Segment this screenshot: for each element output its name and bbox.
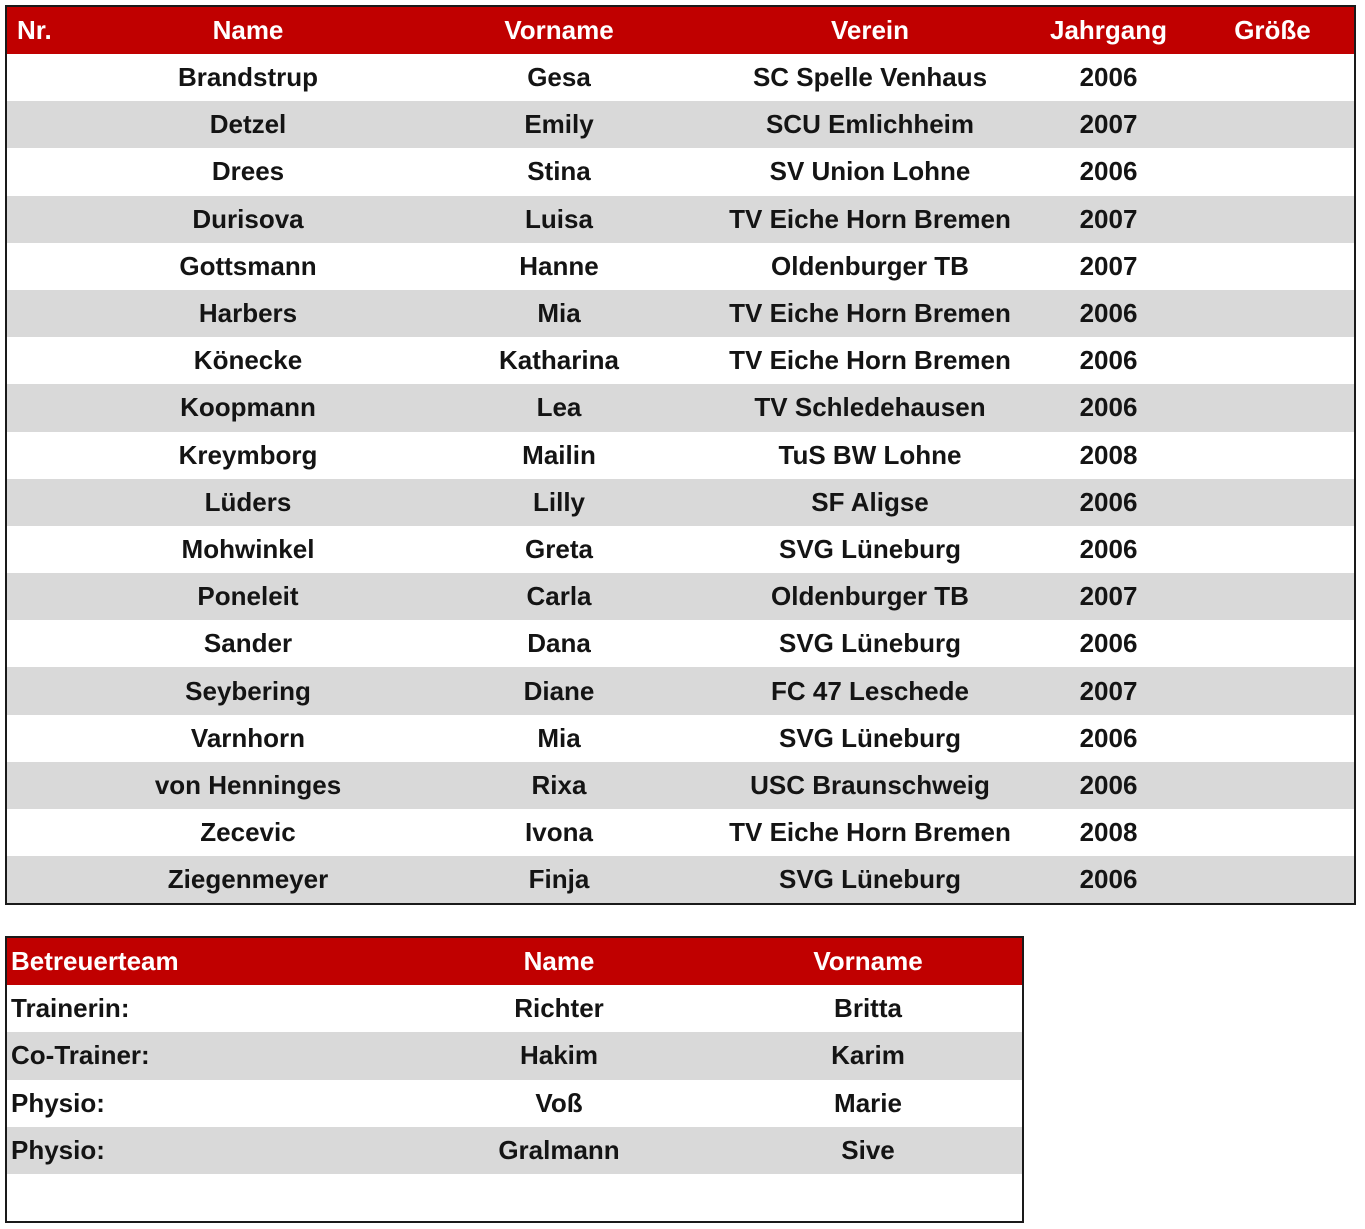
cell-staff-name: Hakim (519, 1040, 599, 1071)
cell-verein: USC Braunschweig (750, 769, 990, 800)
cell-verein: SC Spelle Venhaus (752, 62, 988, 93)
table-row (7, 856, 1354, 903)
cell-verein: TV Eiche Horn Bremen (729, 203, 1011, 234)
cell-verein: Oldenburger TB (771, 250, 969, 281)
players-header-row (7, 7, 1354, 54)
table-row (7, 1032, 1022, 1079)
cell-verein: Oldenburger TB (771, 581, 969, 612)
cell-name: Mohwinkel (181, 533, 315, 564)
cell-name: Durisova (192, 203, 304, 234)
cell-vorname: Diane (523, 675, 595, 706)
cell-verein: TuS BW Lohne (778, 439, 962, 470)
cell-verein: SV Union Lohne (769, 156, 971, 187)
cell-name: Seybering (185, 675, 311, 706)
cell-name: Poneleit (197, 581, 299, 612)
table-row (7, 1127, 1022, 1174)
cell-vorname: Emily (524, 109, 594, 140)
cell-jahrgang: 2007 (1079, 203, 1138, 234)
cell-jahrgang: 2006 (1079, 533, 1138, 564)
cell-verein: SF Aligse (811, 486, 929, 517)
cell-vorname: Lilly (532, 486, 585, 517)
cell-jahrgang: 2006 (1079, 722, 1138, 753)
cell-name: Könecke (193, 345, 303, 376)
cell-vorname: Rixa (531, 769, 587, 800)
table-row (7, 101, 1354, 148)
header-verein: Verein (830, 15, 910, 45)
table-row (7, 985, 1022, 1032)
header-jahrgang: Jahrgang (1049, 15, 1168, 45)
cell-name: Harbers (198, 298, 298, 329)
cell-verein: SVG Lüneburg (779, 628, 961, 659)
cell-name: Lüders (204, 486, 292, 517)
cell-vorname: Greta (525, 533, 593, 564)
cell-role: Physio: (11, 1087, 105, 1118)
cell-jahrgang: 2007 (1079, 675, 1138, 706)
cell-vorname: Finja (528, 864, 590, 895)
cell-name: Brandstrup (177, 62, 319, 93)
cell-vorname: Carla (526, 581, 592, 612)
cell-verein: SVG Lüneburg (779, 864, 961, 895)
cell-jahrgang: 2007 (1079, 581, 1138, 612)
players-table (5, 5, 1356, 905)
cell-staff-name: Voß (535, 1087, 583, 1118)
table-row (7, 1174, 1022, 1221)
header-groesse: Größe (1234, 15, 1311, 45)
cell-name: Kreymborg (178, 439, 318, 470)
table-row (7, 573, 1354, 620)
cell-vorname: Stina (527, 156, 591, 187)
cell-name: Ziegenmeyer (167, 864, 329, 895)
staff-body (7, 985, 1022, 1221)
cell-name: Drees (211, 156, 285, 187)
table-row (7, 809, 1354, 856)
cell-verein: TV Eiche Horn Bremen (729, 817, 1011, 848)
cell-vorname: Katharina (499, 345, 619, 376)
cell-name: Zecevic (200, 817, 296, 848)
cell-staff-vorname: Karim (831, 1040, 905, 1071)
cell-jahrgang: 2006 (1079, 628, 1138, 659)
cell-verein: TV Eiche Horn Bremen (729, 345, 1011, 376)
cell-verein: SVG Lüneburg (779, 722, 961, 753)
table-row (7, 479, 1354, 526)
header-nr: Nr. (17, 15, 52, 45)
cell-staff-vorname: Britta (834, 993, 902, 1024)
cell-jahrgang: 2006 (1079, 864, 1138, 895)
cell-staff-name: Gralmann (498, 1135, 620, 1166)
header-name: Name (212, 15, 284, 45)
table-row (7, 432, 1354, 479)
cell-vorname: Luisa (525, 203, 593, 234)
cell-name: Koopmann (180, 392, 316, 423)
cell-verein: TV Schledehausen (754, 392, 986, 423)
cell-vorname: Dana (527, 628, 591, 659)
table-row (7, 762, 1354, 809)
cell-jahrgang: 2006 (1079, 392, 1138, 423)
cell-vorname: Lea (536, 392, 582, 423)
cell-vorname: Hanne (519, 250, 599, 281)
cell-staff-vorname: Sive (841, 1135, 895, 1166)
header-staff-name: Name (523, 946, 595, 976)
cell-jahrgang: 2008 (1079, 439, 1138, 470)
cell-jahrgang: 2006 (1079, 345, 1138, 376)
table-row (7, 196, 1354, 243)
cell-role: Co-Trainer: (11, 1040, 150, 1071)
cell-staff-name: Richter (514, 993, 604, 1024)
cell-name: Gottsmann (179, 250, 317, 281)
cell-vorname: Mia (537, 722, 581, 753)
staff-table (5, 936, 1024, 1223)
cell-name: Varnhorn (190, 722, 306, 753)
header-staff-vorname: Vorname (813, 946, 923, 976)
cell-jahrgang: 2006 (1079, 769, 1138, 800)
table-row (7, 148, 1354, 195)
staff-header-row (7, 938, 1022, 985)
cell-jahrgang: 2006 (1079, 486, 1138, 517)
table-row (7, 337, 1354, 384)
table-row (7, 715, 1354, 762)
cell-vorname: Mailin (522, 439, 596, 470)
cell-verein: SVG Lüneburg (779, 533, 961, 564)
cell-jahrgang: 2007 (1079, 250, 1138, 281)
cell-jahrgang: 2007 (1079, 109, 1138, 140)
table-row (7, 54, 1354, 101)
table-row (7, 1080, 1022, 1127)
table-row (7, 620, 1354, 667)
cell-jahrgang: 2006 (1079, 156, 1138, 187)
header-vorname: Vorname (504, 15, 614, 45)
table-row (7, 243, 1354, 290)
cell-role: Physio: (11, 1135, 105, 1166)
table-row (7, 667, 1354, 714)
cell-verein: TV Eiche Horn Bremen (729, 298, 1011, 329)
cell-jahrgang: 2006 (1079, 62, 1138, 93)
table-row (7, 290, 1354, 337)
cell-name: Sander (203, 628, 293, 659)
cell-staff-vorname: Marie (834, 1087, 902, 1118)
cell-vorname: Gesa (527, 62, 591, 93)
cell-vorname: Mia (537, 298, 581, 329)
cell-name: von Henninges (154, 769, 342, 800)
cell-verein: FC 47 Leschede (771, 675, 969, 706)
cell-jahrgang: 2008 (1079, 817, 1138, 848)
cell-role: Trainerin: (11, 993, 130, 1024)
table-row (7, 384, 1354, 431)
cell-vorname: Ivona (525, 817, 593, 848)
cell-jahrgang: 2006 (1079, 298, 1138, 329)
header-betreuerteam: Betreuerteam (11, 946, 179, 976)
players-body (7, 54, 1354, 903)
table-row (7, 526, 1354, 573)
cell-verein: SCU Emlichheim (765, 109, 975, 140)
cell-name: Detzel (209, 109, 287, 140)
